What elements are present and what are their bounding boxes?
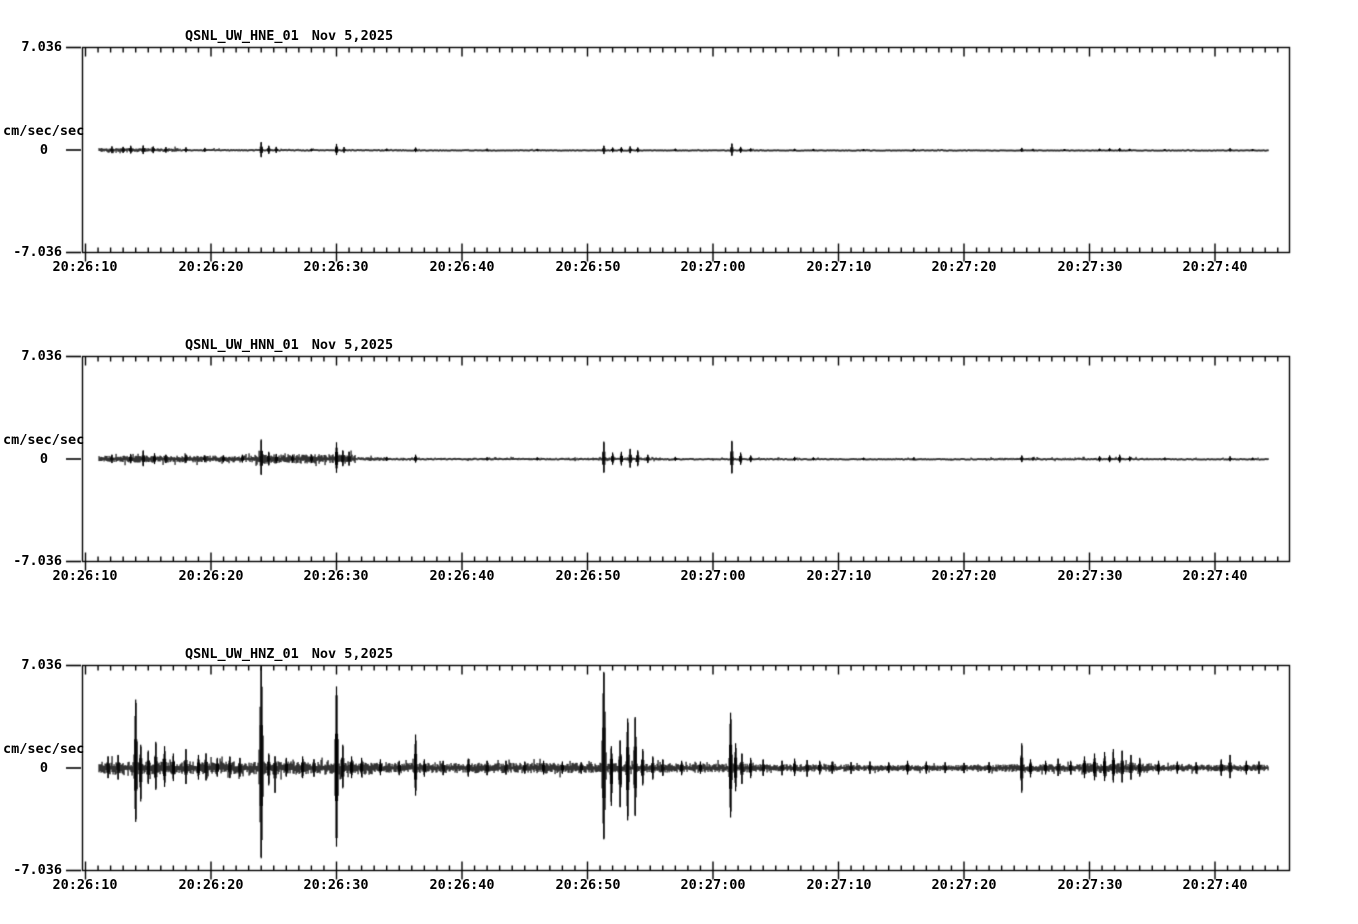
y-axis-max-label: 7.036: [21, 39, 62, 55]
x-tick-label: 20:26:20: [178, 877, 244, 893]
station-channel-label: QSNL_UW_HNE_01: [185, 28, 299, 44]
x-tick-label: 20:27:10: [806, 259, 872, 275]
date-label: Nov 5,2025: [311, 337, 394, 353]
x-tick-label: 20:26:10: [52, 568, 118, 584]
x-tick-label: 20:27:40: [1182, 259, 1248, 275]
waveform-plot-hnz: [0, 618, 1358, 918]
y-axis-max-label: 7.036: [21, 657, 62, 673]
x-tick-label: 20:27:10: [806, 568, 872, 584]
plot-title: [185, 646, 393, 662]
x-tick-label: 20:26:10: [52, 259, 118, 275]
waveform-plot-hnn: [0, 309, 1358, 609]
x-tick-label: 20:27:00: [680, 568, 746, 584]
x-tick-label: 20:27:30: [1057, 259, 1123, 275]
date-label: Nov 5,2025: [311, 28, 394, 44]
y-axis-zero-label: 0: [39, 142, 48, 158]
x-tick-label: 20:27:30: [1057, 568, 1123, 584]
waveform-plot-hne: [0, 0, 1358, 300]
plot-title: [185, 337, 393, 353]
seismogram-panel-hne: [0, 0, 1358, 300]
y-axis-units-label: cm/sec/sec: [3, 123, 85, 139]
y-axis-units-label: cm/sec/sec: [3, 741, 85, 757]
x-tick-label: 20:27:20: [931, 259, 997, 275]
x-tick-label: 20:27:00: [680, 259, 746, 275]
plot-title: [185, 28, 393, 44]
x-tick-label: 20:27:40: [1182, 568, 1248, 584]
y-axis-max-label: 7.036: [21, 348, 62, 364]
x-tick-label: 20:26:50: [555, 568, 621, 584]
seismogram-panel-hnz: [0, 618, 1358, 918]
x-tick-label: 20:26:30: [303, 259, 369, 275]
x-tick-label: 20:26:50: [555, 877, 621, 893]
x-tick-label: 20:26:10: [52, 877, 118, 893]
x-tick-label: 20:26:40: [429, 877, 495, 893]
x-tick-label: 20:26:30: [303, 568, 369, 584]
y-axis-min-label: -7.036: [13, 244, 62, 260]
y-axis-zero-label: 0: [39, 760, 48, 776]
x-tick-label: 20:27:40: [1182, 877, 1248, 893]
x-tick-label: 20:26:40: [429, 259, 495, 275]
y-axis-units-label: cm/sec/sec: [3, 432, 85, 448]
y-axis-zero-label: 0: [39, 451, 48, 467]
x-tick-label: 20:26:30: [303, 877, 369, 893]
station-channel-label: QSNL_UW_HNZ_01: [185, 646, 299, 662]
station-channel-label: QSNL_UW_HNN_01: [185, 337, 299, 353]
y-axis-min-label: -7.036: [13, 862, 62, 878]
y-axis-min-label: -7.036: [13, 553, 62, 569]
x-tick-label: 20:27:30: [1057, 877, 1123, 893]
x-tick-label: 20:26:20: [178, 568, 244, 584]
x-tick-label: 20:26:40: [429, 568, 495, 584]
date-label: Nov 5,2025: [311, 646, 394, 662]
x-tick-label: 20:27:20: [931, 568, 997, 584]
x-tick-label: 20:27:10: [806, 877, 872, 893]
x-tick-label: 20:26:20: [178, 259, 244, 275]
seismogram-panel-hnn: [0, 309, 1358, 609]
x-tick-label: 20:27:00: [680, 877, 746, 893]
x-tick-label: 20:27:20: [931, 877, 997, 893]
x-tick-label: 20:26:50: [555, 259, 621, 275]
